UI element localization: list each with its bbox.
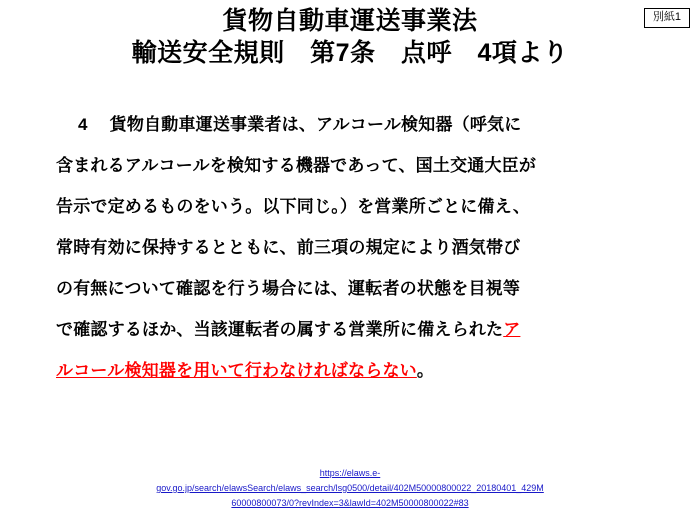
body-line-1	[56, 104, 650, 145]
highlight-line: ルコール検知器を用いて行わなければならない	[56, 361, 417, 380]
highlight-tail: ア	[503, 320, 521, 339]
title-line-1: 貨物自動車運送事業法	[222, 7, 478, 35]
source-link-line-2[interactable]: gov.go.jp/search/elawsSearch/elaws_search/lsg0500/detail/402M50000800022_20180401_429M	[156, 483, 544, 493]
body-line-3: 告示で定めるものをいう。以下同じ。）を営業所ごとに備え、	[56, 197, 531, 216]
body-line-6-text: で確認するほか、当該運転者の属する営業所に備えられた	[56, 320, 504, 339]
source-link[interactable]	[0, 466, 700, 511]
final-punctuation: 。	[416, 361, 435, 380]
body-line-6	[56, 309, 650, 350]
body-line-7	[56, 350, 650, 391]
title-line-2: 輸送安全規則 第7条 点呼 4項より	[131, 39, 569, 68]
body-text	[56, 104, 650, 391]
body-line-1-text: 貨物自動車運送事業者は、アルコール検知器（呼気に	[109, 115, 522, 134]
source-link-line-3[interactable]: 60000800073/0?revIndex=3&lawId=402M50000800022#83	[231, 498, 469, 508]
source-link-line-1[interactable]: https://elaws.e-	[319, 468, 381, 478]
body-line-2: 含まれるアルコールを検知する機器であって、国土交通大臣が	[56, 156, 537, 175]
item-number: 4	[78, 115, 88, 134]
body-line-5: の有無について確認を行う場合には、運転者の状態を目視等	[56, 279, 521, 298]
page-title	[0, 6, 700, 70]
body-line-4: 常時有効に保持するとともに、前三項の規定により酒気帯び	[56, 238, 521, 257]
slide-number-tag: 別紙1	[644, 8, 690, 28]
